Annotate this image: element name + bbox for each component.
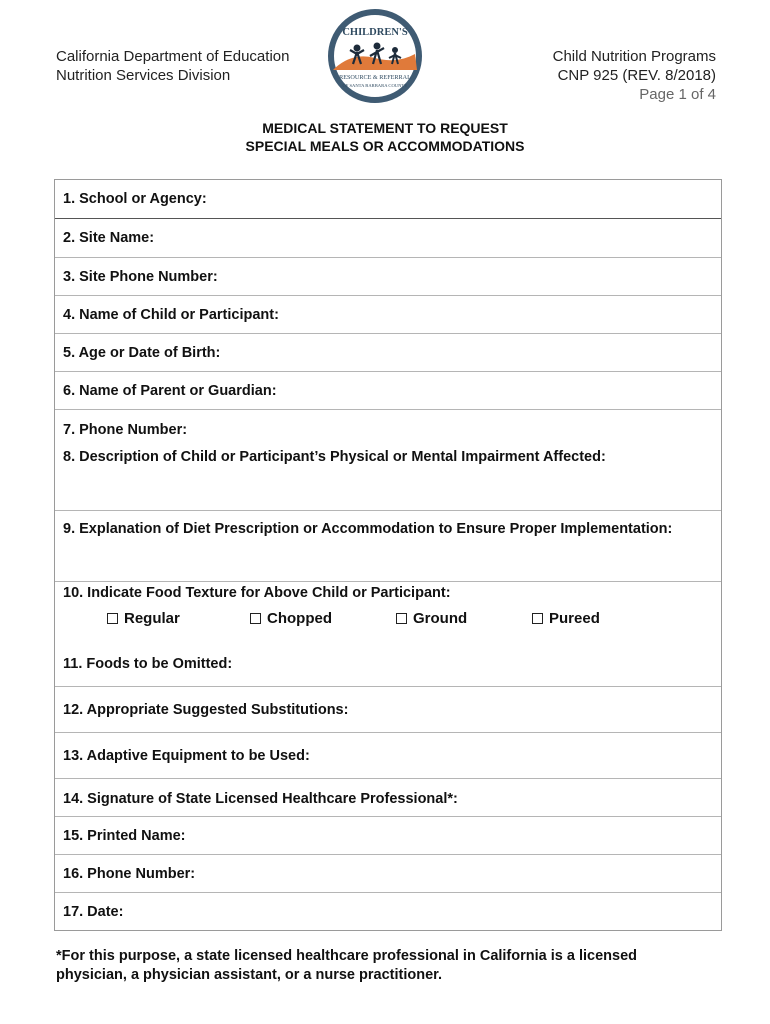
texture-option-regular[interactable]	[107, 610, 180, 627]
field-date[interactable]	[55, 892, 721, 930]
footnote-line1: *For this purpose, a state licensed healthcare professional in California is a licensed	[56, 948, 637, 964]
field-label: 2. Site Name:	[63, 230, 155, 246]
field-label: 12. Appropriate Suggested Substitutions:	[63, 702, 349, 718]
field-label: 1. School or Agency:	[63, 191, 207, 207]
option-label: Ground	[413, 610, 468, 627]
form-number: CNP 925 (REV. 8/2018)	[557, 67, 716, 84]
field-substitutions[interactable]	[55, 686, 721, 732]
field-label: 4. Name of Child or Participant:	[63, 307, 279, 323]
field-school-agency[interactable]	[55, 180, 721, 219]
logo-text-bottom: OF SANTA BARBARA COUNTY	[342, 83, 408, 88]
logo-text-top: CHILDREN'S	[342, 27, 408, 38]
field-professional-phone[interactable]	[55, 854, 721, 892]
field-signature[interactable]	[55, 778, 721, 816]
field-label: 16. Phone Number:	[63, 866, 196, 882]
medical-statement-form	[54, 179, 722, 931]
field-adaptive-equipment[interactable]	[55, 732, 721, 778]
texture-option-chopped[interactable]	[250, 610, 332, 627]
childrens-resource-referral-logo	[313, 8, 437, 104]
field-foods-omitted[interactable]	[55, 643, 721, 686]
checkbox-icon[interactable]	[396, 613, 407, 624]
division-name: Nutrition Services Division	[56, 67, 231, 84]
field-impairment-description[interactable]	[55, 447, 721, 510]
checkbox-icon[interactable]	[250, 613, 261, 624]
field-parent-name[interactable]	[55, 371, 721, 409]
option-label: Chopped	[267, 610, 332, 627]
page-indicator: Page 1 of 4	[639, 86, 716, 103]
field-label: 6. Name of Parent or Guardian:	[63, 383, 277, 399]
footnote	[56, 947, 736, 985]
field-label: 5. Age or Date of Birth:	[63, 345, 221, 361]
field-label: 11. Foods to be Omitted:	[63, 656, 233, 672]
field-printed-name[interactable]	[55, 816, 721, 854]
field-label: 13. Adaptive Equipment to be Used:	[63, 748, 310, 764]
agency-name: California Department of Education	[56, 48, 290, 65]
field-label: 7. Phone Number:	[63, 422, 188, 438]
header-right	[553, 47, 716, 104]
form-title-line2: SPECIAL MEALS OR ACCOMMODATIONS	[245, 138, 525, 154]
field-label: 14. Signature of State Licensed Healthcare Professional*:	[63, 791, 458, 807]
texture-option-pureed[interactable]	[532, 610, 600, 627]
field-label: 8. Description of Child or Participant’s Physical or Mental Impairment Affected:	[63, 449, 606, 465]
field-phone-number[interactable]	[55, 409, 721, 447]
checkbox-icon[interactable]	[532, 613, 543, 624]
texture-options	[63, 610, 713, 634]
field-age-dob[interactable]	[55, 333, 721, 371]
field-food-texture	[55, 581, 721, 643]
field-label: 15. Printed Name:	[63, 828, 186, 844]
field-child-name[interactable]	[55, 295, 721, 333]
form-title-line1: MEDICAL STATEMENT TO REQUEST	[262, 120, 508, 136]
field-diet-prescription[interactable]	[55, 510, 721, 581]
option-label: Regular	[124, 610, 180, 627]
field-label: 9. Explanation of Diet Prescription or Accommodation to Ensure Proper Implementation:	[63, 521, 673, 537]
checkbox-icon[interactable]	[107, 613, 118, 624]
footnote-line2: physician, a physician assistant, or a nurse practitioner.	[56, 967, 442, 983]
header-left	[56, 47, 289, 85]
logo-text-band: RESOURCE & REFERRAL	[339, 74, 411, 81]
program-name: Child Nutrition Programs	[552, 48, 716, 65]
option-label: Pureed	[549, 610, 600, 627]
field-label: 3. Site Phone Number:	[63, 269, 218, 285]
texture-option-ground[interactable]	[396, 610, 467, 627]
field-label: 10. Indicate Food Texture for Above Child or Participant:	[63, 585, 451, 601]
form-title	[0, 119, 770, 155]
field-site-phone[interactable]	[55, 257, 721, 295]
field-site-name[interactable]	[55, 219, 721, 257]
field-label: 17. Date:	[63, 904, 124, 920]
